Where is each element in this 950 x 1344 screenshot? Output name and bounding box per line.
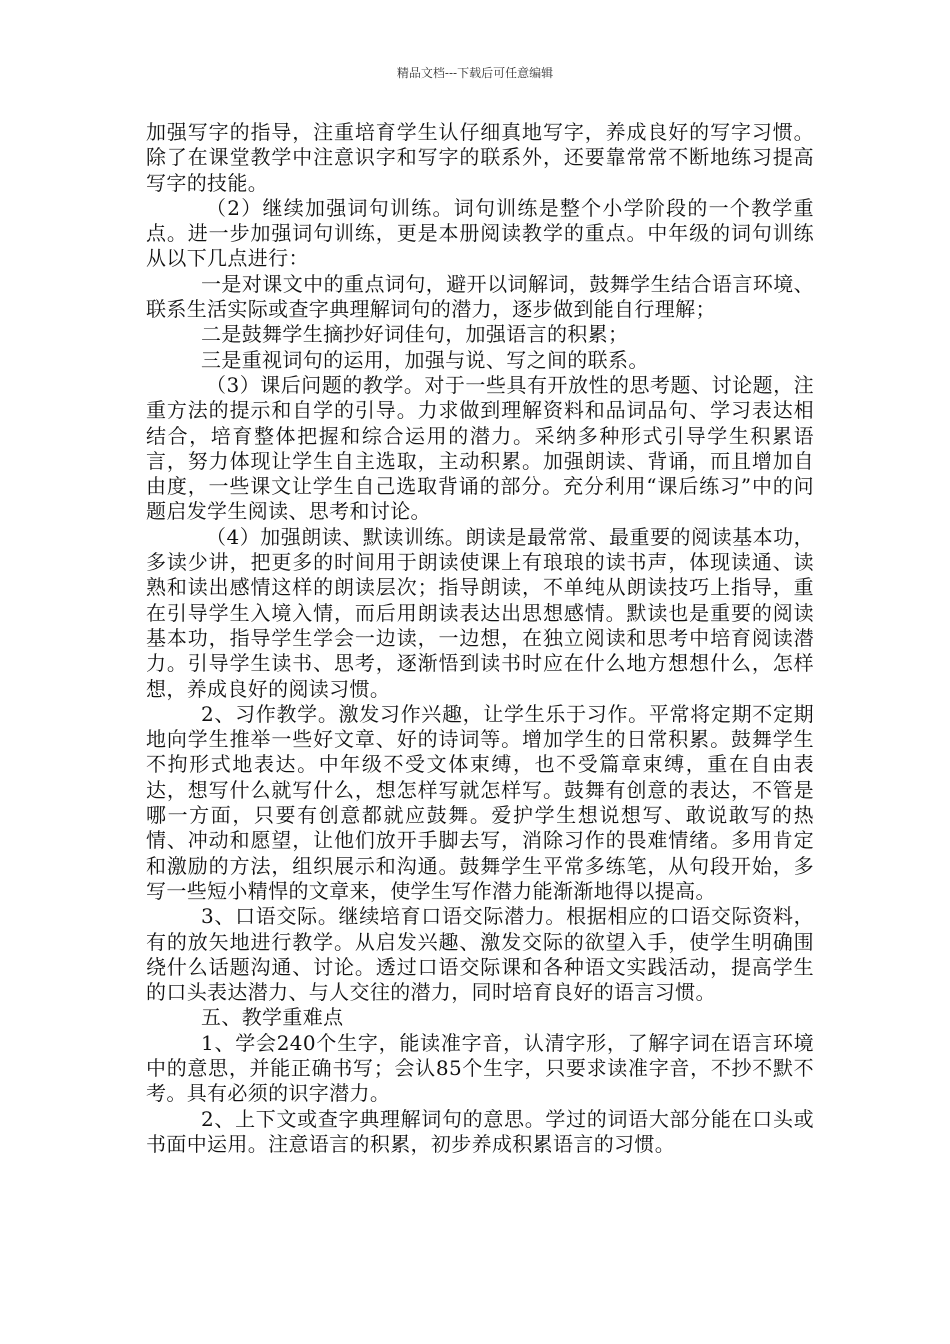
paragraph-after-class-questions: （3）课后问题的教学。对于一些具有开放性的思考题、讨论题，注重方法的提示和自学的引导。力求做到理解资料和品词品句、学习表达相结合，培育整体把握和综合运用的潜力。采纳多种形式引导学生积累语言，努力体现让学生自主选取，主动积累。加强朗读、背诵，而且增加自由度，一些课文让学生自己选取背诵的部分。充分利用“课后练习”中的问题启发学生阅读、思考和讨论。 bbox=[146, 372, 814, 524]
paragraph-point-one: 一是对课文中的重点词句，避开以词解词，鼓舞学生结合语言环境、联系生活实际或查字典理解词句的潜力，逐步做到能自行理解； bbox=[146, 271, 814, 322]
paragraph-reading-training: （4）加强朗读、默读训练。朗读是最常常、最重要的阅读基本功，多读少讲，把更多的时间用于朗读使课上有琅琅的读书声，体现读通、读熟和读出感情这样的朗读层次；指导朗读，不单纯从朗读技巧上指导，重在引导学生入境入情，而后用朗读表达出思想感情。默读也是重要的阅读基本功，指导学生学会一边读，一边想，在独立阅读和思考中培育阅读潜力。引导学生读书、思考，逐渐悟到读书时应在什么地方想想什么，怎样想，养成良好的阅读习惯。 bbox=[146, 524, 814, 701]
paragraph-key-point-two: 2、上下文或查字典理解词句的意思。学过的词语大部分能在口头或书面中运用。注意语言的积累，初步养成积累语言的习惯。 bbox=[146, 1106, 814, 1156]
paragraph-writing-teaching: 2、习作教学。激发习作兴趣，让学生乐于习作。平常将定期不定期地向学生推举一些好文章、好的诗词等。增加学生的日常积累。鼓舞学生不拘形式地表达。中年级不受文体束缚，也不受篇章束缚，重在自由表达，想写什么就写什么，想怎样写就怎样写。鼓舞有创意的表达，不管是哪一方面，只要有创意都就应鼓舞。爱护学生想说想写、敢说敢写的热情、冲动和愿望，让他们放开手脚去写，消除习作的畏难情绪。多用肯定和激励的方法，组织展示和沟通。鼓舞学生平常多练笔，从句段开始，多写一些短小精悍的文章来，使学生写作潜力能渐渐地得以提高。 bbox=[146, 701, 814, 903]
paragraph-word-sentence-training: （2）继续加强词句训练。词句训练是整个小学阶段的一个教学重点。进一步加强词句训练，更是本册阅读教学的重点。中年级的词句训练从以下几点进行： bbox=[146, 195, 814, 271]
page-header: 精品文档---下载后可任意编辑 bbox=[396, 66, 554, 80]
document-body bbox=[146, 120, 814, 1157]
paragraph-point-three: 三是重视词句的运用，加强与说、写之间的联系。 bbox=[201, 347, 649, 372]
paragraph-writing-guidance: 加强写字的指导，注重培育学生认仔细真地写字，养成良好的写字习惯。除了在课堂教学中注意识字和写字的联系外，还要靠常常不断地练习提高写字的技能。 bbox=[146, 120, 814, 195]
paragraph-key-point-one: 1、学会240个生字，能读准字音，认清字形，了解字词在语言环境中的意思，并能正确书写；会认85个生字，只要求读准字音，不抄不默不考。具有必须的识字潜力。 bbox=[146, 1030, 814, 1106]
section-heading-key-points: 五、教学重难点 bbox=[201, 1005, 344, 1030]
paragraph-point-two: 二是鼓舞学生摘抄好词佳句，加强语言的积累； bbox=[201, 322, 629, 347]
paragraph-oral-communication: 3、口语交际。继续培育口语交际潜力。根据相应的口语交际资料，有的放矢地进行教学。从启发兴趣、激发交际的欲望入手，使学生明确围绕什么话题沟通、讨论。透过口语交际课和各种语文实践活动，提高学生的口头表达潜力、与人交往的潜力，同时培育良好的语言习惯。 bbox=[146, 904, 814, 1005]
